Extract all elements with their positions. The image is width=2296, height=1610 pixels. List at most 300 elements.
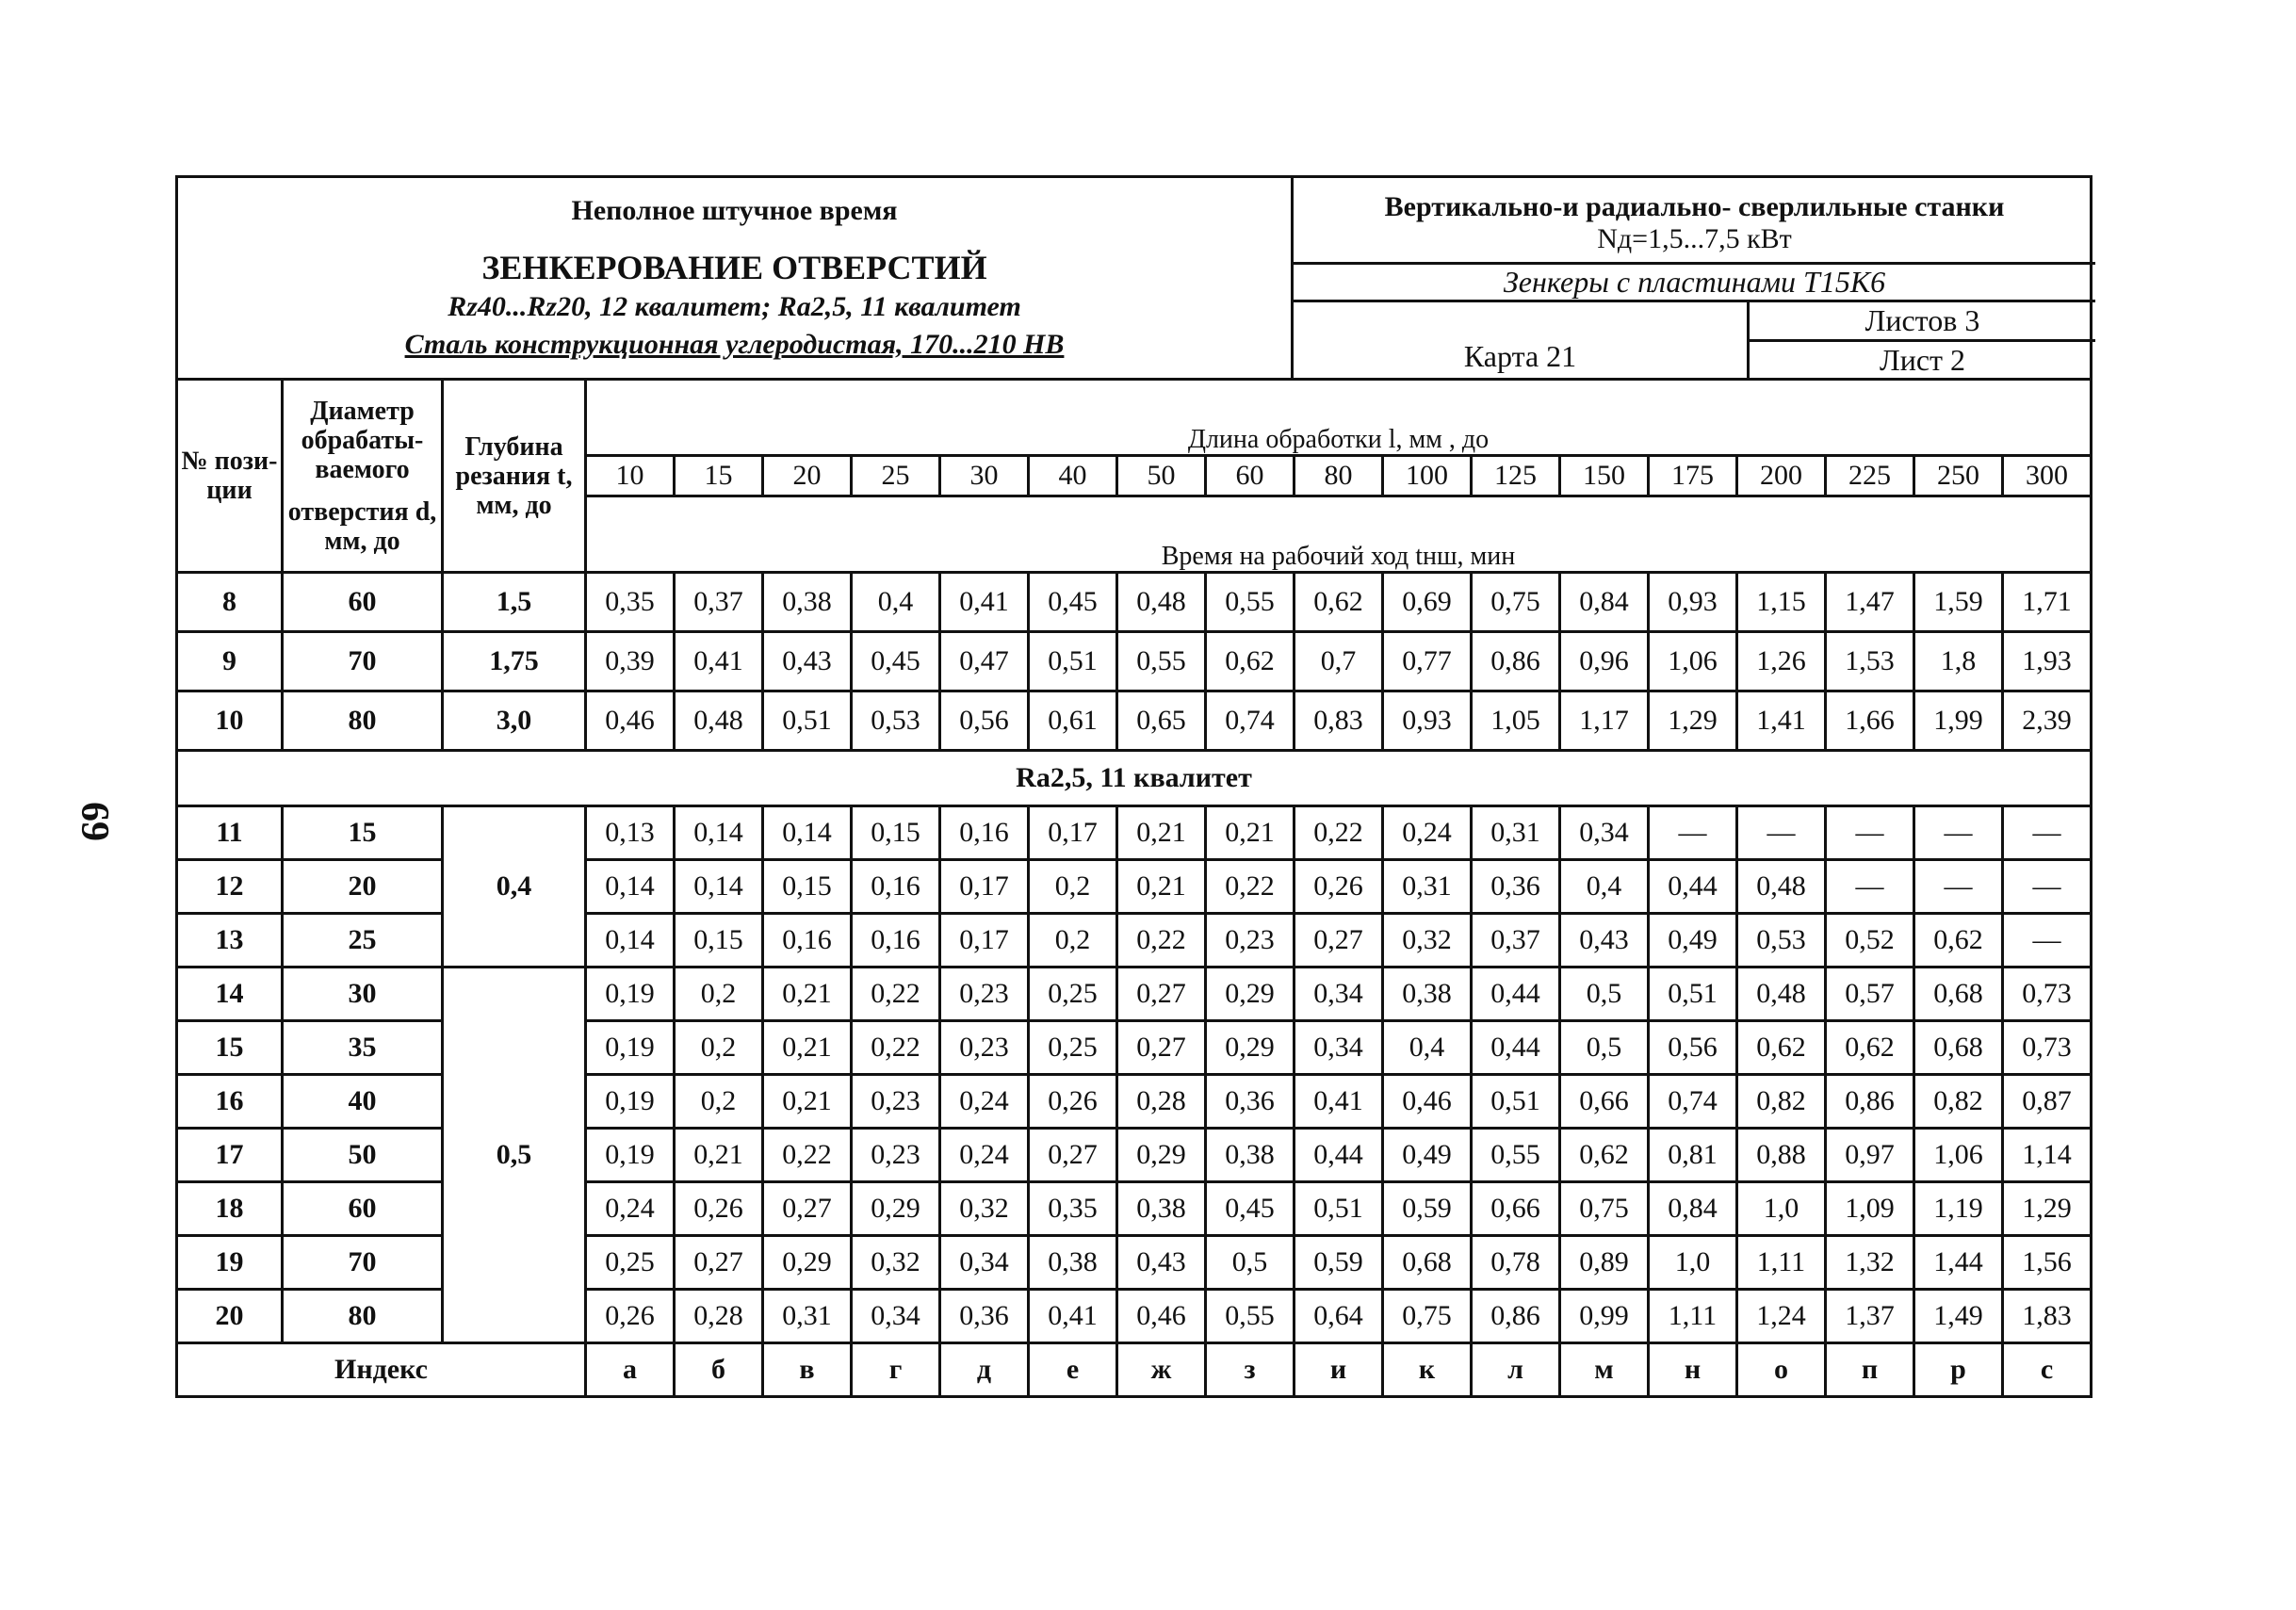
diameter-cell: 60 <box>283 573 443 632</box>
time-value-cell: 0,68 <box>1914 1021 2003 1075</box>
time-value-cell: 1,11 <box>1649 1290 1737 1343</box>
time-value-cell: 0,5 <box>1560 1021 1649 1075</box>
index-letter: з <box>1206 1343 1295 1397</box>
time-value-cell: 0,62 <box>1295 573 1383 632</box>
position-cell: 13 <box>177 914 283 968</box>
time-value-cell: 0,17 <box>940 860 1029 914</box>
time-value-cell: 0,48 <box>1737 968 1826 1021</box>
depth-cell: 0,4 <box>443 806 586 968</box>
index-label: Индекс <box>177 1343 586 1397</box>
time-value-cell: 0,37 <box>1472 914 1560 968</box>
time-value-cell: 0,83 <box>1295 691 1383 751</box>
diameter-cell: 80 <box>283 1290 443 1343</box>
time-value-cell: 0,35 <box>1029 1182 1117 1236</box>
time-value-cell: 0,24 <box>940 1075 1029 1129</box>
time-value-cell: 0,37 <box>675 573 763 632</box>
time-value-cell: 0,32 <box>1383 914 1472 968</box>
time-value-cell: 0,16 <box>763 914 852 968</box>
time-value-cell: — <box>1826 806 1914 860</box>
time-value-cell: 0,26 <box>675 1182 763 1236</box>
time-value-cell: — <box>2003 914 2092 968</box>
time-value-cell: 0,35 <box>586 573 675 632</box>
time-norm-table <box>175 378 2092 1398</box>
time-value-cell: 0,31 <box>1472 806 1560 860</box>
time-value-cell: 1,32 <box>1826 1236 1914 1290</box>
length-value: 20 <box>763 456 852 496</box>
time-value-cell: 0,28 <box>675 1290 763 1343</box>
position-cell: 11 <box>177 806 283 860</box>
time-value-cell: 0,65 <box>1117 691 1206 751</box>
index-letter: г <box>852 1343 940 1397</box>
time-value-cell: 0,19 <box>586 1129 675 1182</box>
time-value-cell: 0,22 <box>1206 860 1295 914</box>
time-value-cell: 0,23 <box>852 1129 940 1182</box>
time-value-cell: 0,14 <box>763 806 852 860</box>
header-accuracy: Rz40...Rz20, 12 квалитет; Ra2,5, 11 квалитет <box>448 291 1021 322</box>
diameter-cell: 25 <box>283 914 443 968</box>
position-cell: 10 <box>177 691 283 751</box>
depth-cell: 0,5 <box>443 968 586 1343</box>
index-letter: д <box>940 1343 1029 1397</box>
time-value-cell: 0,22 <box>852 968 940 1021</box>
time-value-cell: 1,05 <box>1472 691 1560 751</box>
time-value-cell: 0,75 <box>1472 573 1560 632</box>
index-row <box>177 1343 2092 1397</box>
time-value-cell: 0,27 <box>1029 1129 1117 1182</box>
time-value-cell: 1,0 <box>1737 1182 1826 1236</box>
time-value-cell: 0,41 <box>1295 1075 1383 1129</box>
header-title: ЗЕНКЕРОВАНИЕ ОТВЕРСТИЙ <box>481 249 987 286</box>
time-value-cell: 0,22 <box>763 1129 852 1182</box>
length-value: 25 <box>852 456 940 496</box>
time-value-cell: 1,53 <box>1826 632 1914 691</box>
time-value-cell: 0,51 <box>1649 968 1737 1021</box>
length-value: 60 <box>1206 456 1295 496</box>
table-row <box>177 968 2092 1021</box>
position-cell: 9 <box>177 632 283 691</box>
header-tool: Зенкеры с пластинами Т15К6 <box>1294 265 2095 302</box>
time-value-cell: — <box>1737 806 1826 860</box>
header-material: Сталь конструкционная углеродистая, 170...210 НВ <box>404 329 1065 360</box>
time-value-cell: 0,93 <box>1649 573 1737 632</box>
depth-cell: 1,5 <box>443 573 586 632</box>
time-value-cell: 0,31 <box>1383 860 1472 914</box>
diameter-cell: 30 <box>283 968 443 1021</box>
diameter-cell: 80 <box>283 691 443 751</box>
time-value-cell: 0,26 <box>586 1290 675 1343</box>
sheet-number: Лист 2 <box>1879 342 1965 377</box>
length-value: 200 <box>1737 456 1826 496</box>
col-depth-header: Глубина резания t, мм, до <box>443 380 586 573</box>
time-value-cell: 0,74 <box>1206 691 1295 751</box>
time-value-cell: 1,15 <box>1737 573 1826 632</box>
index-letter: н <box>1649 1343 1737 1397</box>
section-label: Ra2,5, 11 квалитет <box>177 751 2092 806</box>
time-value-cell: 0,36 <box>940 1290 1029 1343</box>
index-letter: к <box>1383 1343 1472 1397</box>
time-value-cell: 0,29 <box>763 1236 852 1290</box>
time-value-cell: 0,21 <box>763 1021 852 1075</box>
time-value-cell: 0,69 <box>1383 573 1472 632</box>
diameter-cell: 70 <box>283 632 443 691</box>
time-value-cell: 0,15 <box>675 914 763 968</box>
time-value-cell: 0,59 <box>1295 1236 1383 1290</box>
col-diameter-header <box>283 380 443 573</box>
time-value-cell: 0,84 <box>1649 1182 1737 1236</box>
time-value-cell: 0,14 <box>586 914 675 968</box>
time-value-cell: 0,17 <box>940 914 1029 968</box>
section-row <box>177 751 2092 806</box>
index-letter: в <box>763 1343 852 1397</box>
time-value-cell: 0,15 <box>852 806 940 860</box>
col-position-header: № пози-ции <box>177 380 283 573</box>
time-value-cell: 0,55 <box>1206 1290 1295 1343</box>
time-value-cell: 0,38 <box>1206 1129 1295 1182</box>
time-value-cell: 0,66 <box>1560 1075 1649 1129</box>
length-value: 175 <box>1649 456 1737 496</box>
time-value-cell: 0,38 <box>1029 1236 1117 1290</box>
time-value-cell: — <box>1914 860 2003 914</box>
col-diameter-label: Диаметр обрабаты-ваемого <box>301 396 424 484</box>
time-value-cell: 0,78 <box>1472 1236 1560 1290</box>
diameter-cell: 35 <box>283 1021 443 1075</box>
time-value-cell: 0,34 <box>1295 968 1383 1021</box>
time-value-cell: 0,27 <box>675 1236 763 1290</box>
card-number: Карта 21 <box>1294 302 1750 378</box>
depth-cell: 3,0 <box>443 691 586 751</box>
time-value-cell: 0,19 <box>586 968 675 1021</box>
position-cell: 18 <box>177 1182 283 1236</box>
time-value-cell: 0,45 <box>852 632 940 691</box>
position-cell: 19 <box>177 1236 283 1290</box>
time-value-cell: 0,13 <box>586 806 675 860</box>
length-value: 250 <box>1914 456 2003 496</box>
length-value: 125 <box>1472 456 1560 496</box>
length-value: 300 <box>2003 456 2092 496</box>
time-value-cell: 0,14 <box>675 806 763 860</box>
time-value-cell: 0,53 <box>852 691 940 751</box>
index-letter: б <box>675 1343 763 1397</box>
index-letter: а <box>586 1343 675 1397</box>
time-value-cell: 0,4 <box>1383 1021 1472 1075</box>
time-value-cell: 0,68 <box>1383 1236 1472 1290</box>
position-cell: 8 <box>177 573 283 632</box>
time-value-cell: 0,43 <box>1117 1236 1206 1290</box>
time-value-cell: 0,24 <box>586 1182 675 1236</box>
time-value-cell: 0,4 <box>1560 860 1649 914</box>
time-value-cell: 0,55 <box>1472 1129 1560 1182</box>
time-value-cell: 0,27 <box>763 1182 852 1236</box>
time-value-cell: 0,49 <box>1649 914 1737 968</box>
time-value-cell: 1,26 <box>1737 632 1826 691</box>
time-value-cell: 0,48 <box>1737 860 1826 914</box>
time-value-cell: 1,83 <box>2003 1290 2092 1343</box>
time-value-cell: 0,62 <box>1206 632 1295 691</box>
index-letter: л <box>1472 1343 1560 1397</box>
time-value-cell: 0,57 <box>1826 968 1914 1021</box>
position-cell: 17 <box>177 1129 283 1182</box>
time-value-cell: 0,44 <box>1472 1021 1560 1075</box>
header-line1: Неполное штучное время <box>571 195 898 226</box>
time-value-cell: 0,41 <box>940 573 1029 632</box>
time-value-cell: 0,44 <box>1295 1129 1383 1182</box>
time-value-cell: 0,2 <box>675 1021 763 1075</box>
length-value: 10 <box>586 456 675 496</box>
time-value-cell: 0,34 <box>1295 1021 1383 1075</box>
time-value-cell: 0,21 <box>675 1129 763 1182</box>
time-value-cell: 1,24 <box>1737 1290 1826 1343</box>
time-value-cell: 0,41 <box>675 632 763 691</box>
time-value-cell: 0,22 <box>852 1021 940 1075</box>
time-value-cell: 0,73 <box>2003 968 2092 1021</box>
time-value-cell: 0,75 <box>1383 1290 1472 1343</box>
time-value-cell: 0,84 <box>1560 573 1649 632</box>
time-value-cell: 0,47 <box>940 632 1029 691</box>
time-value-cell: 0,62 <box>1560 1129 1649 1182</box>
time-value-cell: 1,66 <box>1826 691 1914 751</box>
time-value-cell: 0,29 <box>1117 1129 1206 1182</box>
length-value: 225 <box>1826 456 1914 496</box>
time-value-cell: 0,73 <box>2003 1021 2092 1075</box>
position-cell: 16 <box>177 1075 283 1129</box>
time-value-cell: 0,32 <box>852 1236 940 1290</box>
time-value-cell: 1,06 <box>1914 1129 2003 1182</box>
machine-type: Вертикально-и радиально- сверлильные станки <box>1384 191 2005 222</box>
time-value-cell: 0,38 <box>1117 1182 1206 1236</box>
time-value-cell: 0,51 <box>1029 632 1117 691</box>
time-value-cell: 0,14 <box>586 860 675 914</box>
col-diameter-label2: отверстия d, мм, до <box>287 496 437 556</box>
time-value-cell: 0,86 <box>1472 1290 1560 1343</box>
time-value-cell: 0,74 <box>1649 1075 1737 1129</box>
index-letter: м <box>1560 1343 1649 1397</box>
time-value-cell: 0,25 <box>1029 968 1117 1021</box>
time-value-cell: 0,97 <box>1826 1129 1914 1182</box>
position-cell: 20 <box>177 1290 283 1343</box>
time-value-cell: 0,89 <box>1560 1236 1649 1290</box>
time-value-cell: 0,21 <box>1117 806 1206 860</box>
time-value-cell: 0,62 <box>1737 1021 1826 1075</box>
time-value-cell: 0,2 <box>1029 914 1117 968</box>
time-value-cell: 0,16 <box>852 860 940 914</box>
time-value-cell: 0,16 <box>940 806 1029 860</box>
time-value-cell: 1,71 <box>2003 573 2092 632</box>
diameter-cell: 60 <box>283 1182 443 1236</box>
time-value-cell: 1,09 <box>1826 1182 1914 1236</box>
time-value-cell: 0,48 <box>1117 573 1206 632</box>
diameter-cell: 40 <box>283 1075 443 1129</box>
time-value-cell: 1,93 <box>2003 632 2092 691</box>
time-value-cell: 2,39 <box>2003 691 2092 751</box>
header-title-block <box>178 178 1294 378</box>
time-value-cell: 0,77 <box>1383 632 1472 691</box>
time-value-cell: 0,55 <box>1206 573 1295 632</box>
time-value-cell: 0,82 <box>1914 1075 2003 1129</box>
time-value-cell: 0,51 <box>1295 1182 1383 1236</box>
time-value-cell: 0,53 <box>1737 914 1826 968</box>
time-value-cell: 0,15 <box>763 860 852 914</box>
time-value-cell: 0,36 <box>1472 860 1560 914</box>
time-value-cell: — <box>2003 806 2092 860</box>
length-value: 100 <box>1383 456 1472 496</box>
time-value-cell: 0,75 <box>1560 1182 1649 1236</box>
time-value-cell: 0,26 <box>1029 1075 1117 1129</box>
time-value-cell: 0,52 <box>1826 914 1914 968</box>
time-value-cell: 0,23 <box>940 1021 1029 1075</box>
time-value-cell: 1,41 <box>1737 691 1826 751</box>
time-value-cell: 0,23 <box>852 1075 940 1129</box>
time-value-cell: 0,2 <box>675 1075 763 1129</box>
header-row <box>177 380 2092 456</box>
depth-cell: 1,75 <box>443 632 586 691</box>
time-value-cell: 1,47 <box>1826 573 1914 632</box>
time-value-cell: 0,82 <box>1737 1075 1826 1129</box>
time-value-cell: 0,21 <box>1206 806 1295 860</box>
index-letter: р <box>1914 1343 2003 1397</box>
time-value-cell: 0,5 <box>1560 968 1649 1021</box>
time-value-cell: 0,27 <box>1117 1021 1206 1075</box>
time-value-cell: 1,06 <box>1649 632 1737 691</box>
time-value-cell: 0,22 <box>1295 806 1383 860</box>
table-row <box>177 806 2092 860</box>
time-value-cell: 0,96 <box>1560 632 1649 691</box>
index-letter: и <box>1295 1343 1383 1397</box>
time-value-cell: 0,46 <box>1383 1075 1472 1129</box>
index-letter: ж <box>1117 1343 1206 1397</box>
time-value-cell: — <box>1826 860 1914 914</box>
time-value-cell: 1,17 <box>1560 691 1649 751</box>
norm-card <box>175 175 2092 1398</box>
time-value-cell: 1,0 <box>1649 1236 1737 1290</box>
time-title: Время на рабочий ход tнш, мин <box>586 496 2092 573</box>
time-value-cell: 0,41 <box>1029 1290 1117 1343</box>
time-value-cell: 0,7 <box>1295 632 1383 691</box>
index-letter: о <box>1737 1343 1826 1397</box>
time-value-cell: 0,24 <box>1383 806 1472 860</box>
time-value-cell: 0,26 <box>1295 860 1383 914</box>
time-value-cell: 0,25 <box>1029 1021 1117 1075</box>
length-value: 80 <box>1295 456 1383 496</box>
length-title: Длина обработки l, мм , до <box>586 380 2092 456</box>
time-value-cell: 1,37 <box>1826 1290 1914 1343</box>
time-value-cell: 1,29 <box>2003 1182 2092 1236</box>
time-value-cell: 0,25 <box>586 1236 675 1290</box>
position-cell: 12 <box>177 860 283 914</box>
time-value-cell: 0,23 <box>1206 914 1295 968</box>
time-value-cell: 0,14 <box>675 860 763 914</box>
sheets-total: Листов 3 <box>1750 302 2095 342</box>
length-value: 40 <box>1029 456 1117 496</box>
time-value-cell: 0,2 <box>675 968 763 1021</box>
time-value-cell: 0,51 <box>763 691 852 751</box>
table-row <box>177 632 2092 691</box>
machine-power: Nд=1,5...7,5 кВт <box>1597 223 1792 254</box>
time-value-cell: 1,14 <box>2003 1129 2092 1182</box>
time-value-cell: 0,87 <box>2003 1075 2092 1129</box>
time-value-cell: 0,99 <box>1560 1290 1649 1343</box>
time-value-cell: 0,49 <box>1383 1129 1472 1182</box>
time-value-cell: 0,27 <box>1295 914 1383 968</box>
time-value-cell: 0,86 <box>1472 632 1560 691</box>
time-value-cell: 0,55 <box>1117 632 1206 691</box>
time-value-cell: 0,17 <box>1029 806 1117 860</box>
card-header <box>175 175 2092 378</box>
time-value-cell: 1,44 <box>1914 1236 2003 1290</box>
length-value: 150 <box>1560 456 1649 496</box>
time-value-cell: 0,29 <box>1206 1021 1295 1075</box>
index-letter: п <box>1826 1343 1914 1397</box>
diameter-cell: 50 <box>283 1129 443 1182</box>
time-value-cell: 0,59 <box>1383 1182 1472 1236</box>
time-value-cell: 0,88 <box>1737 1129 1826 1182</box>
time-value-cell: 1,49 <box>1914 1290 2003 1343</box>
table-row <box>177 573 2092 632</box>
length-value: 15 <box>675 456 763 496</box>
time-value-cell: 0,38 <box>1383 968 1472 1021</box>
time-value-cell: 0,43 <box>763 632 852 691</box>
time-value-cell: 0,21 <box>763 968 852 1021</box>
time-value-cell: 0,34 <box>852 1290 940 1343</box>
time-value-cell: 0,81 <box>1649 1129 1737 1182</box>
time-value-cell: — <box>1649 806 1737 860</box>
time-value-cell: 1,19 <box>1914 1182 2003 1236</box>
time-value-cell: 0,46 <box>1117 1290 1206 1343</box>
time-value-cell: 0,28 <box>1117 1075 1206 1129</box>
header-machine <box>1294 178 2095 265</box>
time-value-cell: 0,34 <box>1560 806 1649 860</box>
time-value-cell: 0,2 <box>1029 860 1117 914</box>
time-value-cell: 0,48 <box>675 691 763 751</box>
time-value-cell: 1,99 <box>1914 691 2003 751</box>
time-value-cell: 0,21 <box>1117 860 1206 914</box>
time-value-cell: 0,45 <box>1029 573 1117 632</box>
time-value-cell: 0,64 <box>1295 1290 1383 1343</box>
time-value-cell: 0,43 <box>1560 914 1649 968</box>
time-value-cell: 0,44 <box>1649 860 1737 914</box>
time-value-cell: 0,61 <box>1029 691 1117 751</box>
position-cell: 14 <box>177 968 283 1021</box>
time-value-cell: 0,86 <box>1826 1075 1914 1129</box>
time-value-cell: 0,27 <box>1117 968 1206 1021</box>
time-value-cell: 0,39 <box>586 632 675 691</box>
time-value-cell: 1,11 <box>1737 1236 1826 1290</box>
time-value-cell: 0,56 <box>940 691 1029 751</box>
time-value-cell: 0,93 <box>1383 691 1472 751</box>
time-value-cell: 1,56 <box>2003 1236 2092 1290</box>
time-value-cell: 0,34 <box>940 1236 1029 1290</box>
time-value-cell: 0,29 <box>852 1182 940 1236</box>
index-letter: с <box>2003 1343 2092 1397</box>
time-value-cell: — <box>2003 860 2092 914</box>
time-value-cell: 0,22 <box>1117 914 1206 968</box>
position-cell: 15 <box>177 1021 283 1075</box>
index-letter: е <box>1029 1343 1117 1397</box>
time-value-cell: — <box>1914 806 2003 860</box>
time-value-cell: 0,62 <box>1914 914 2003 968</box>
length-value: 50 <box>1117 456 1206 496</box>
sheet-info <box>1750 302 2095 378</box>
time-value-cell: 0,36 <box>1206 1075 1295 1129</box>
diameter-cell: 20 <box>283 860 443 914</box>
time-value-cell: 0,4 <box>852 573 940 632</box>
diameter-cell: 15 <box>283 806 443 860</box>
time-value-cell: 0,44 <box>1472 968 1560 1021</box>
time-value-cell: 0,31 <box>763 1290 852 1343</box>
time-value-cell: 0,46 <box>586 691 675 751</box>
time-value-cell: 0,21 <box>763 1075 852 1129</box>
page-number: 69 <box>73 802 116 841</box>
time-value-cell: 0,66 <box>1472 1182 1560 1236</box>
